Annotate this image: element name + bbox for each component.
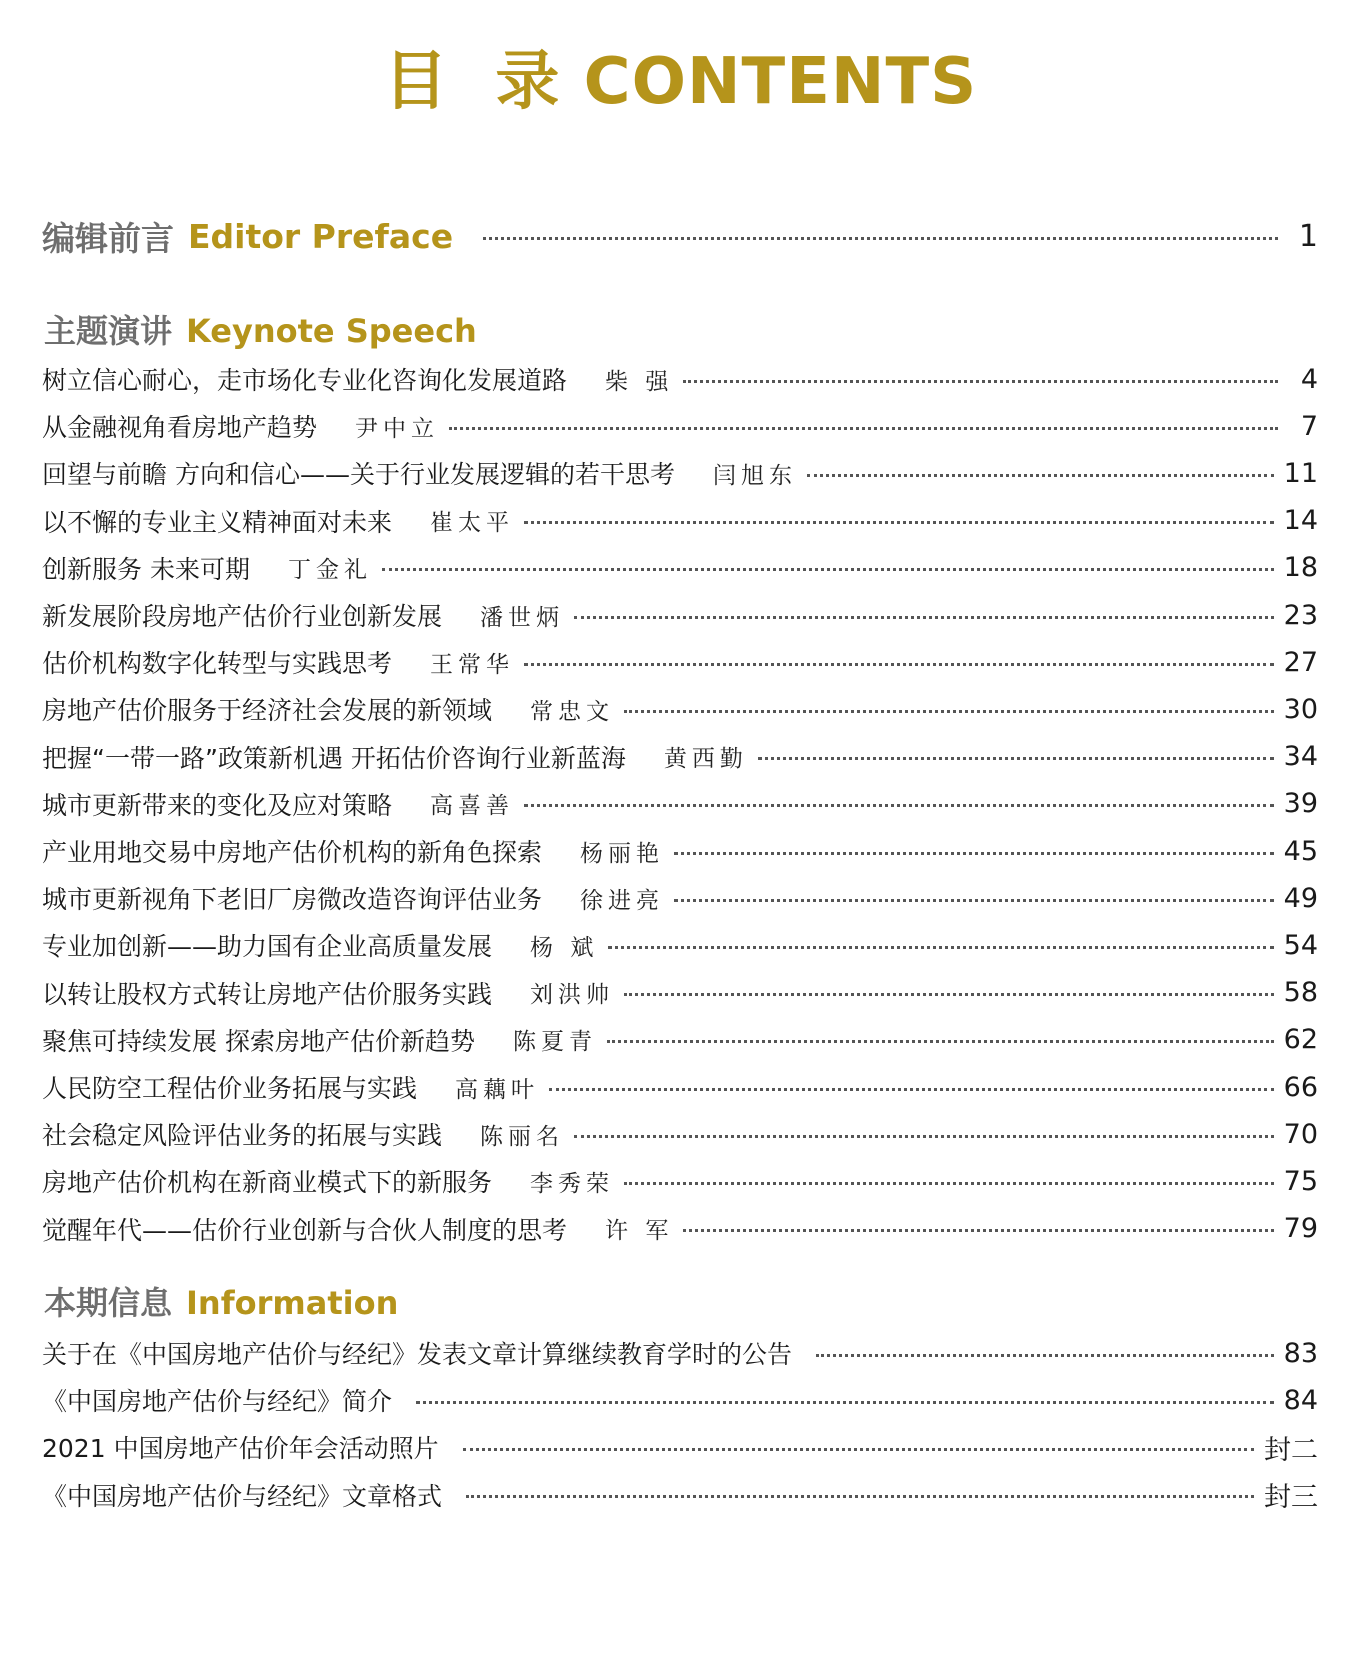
page-number: 49 (1283, 882, 1318, 914)
section-en-label: Keynote Speech (186, 312, 477, 350)
leader-dots (758, 757, 1274, 760)
entry-author: 王常华 (430, 651, 515, 678)
toc-entry[interactable] (42, 1018, 1318, 1062)
toc-entry[interactable] (42, 1425, 1318, 1469)
page-number: 62 (1283, 1024, 1318, 1056)
entry-author: 徐进亮 (580, 887, 665, 914)
toc-entry[interactable] (42, 640, 1318, 684)
leader-dots (607, 1040, 1274, 1043)
section-heading-information (44, 1278, 398, 1328)
page-number: 11 (1283, 457, 1318, 489)
toc-entry-editor-preface[interactable] (42, 214, 1318, 258)
toc-entry[interactable] (42, 593, 1318, 637)
page-number: 79 (1283, 1213, 1318, 1245)
leader-dots (624, 710, 1274, 713)
leader-dots (624, 1182, 1274, 1185)
entry-title: 把握“一带一路”政策新机遇 开拓估价咨询行业新蓝海 (42, 743, 626, 773)
page-number: 54 (1283, 929, 1318, 961)
entry-title: 产业用地交易中房地产估价机构的新角色探索 (42, 838, 543, 867)
page-number: 23 (1283, 599, 1318, 631)
leader-dots (674, 852, 1274, 855)
page-number: 39 (1283, 788, 1318, 820)
entry-author: 陈夏青 (512, 1029, 597, 1056)
entry-author: 许 军 (605, 1218, 674, 1245)
leader-dots (524, 521, 1274, 524)
page-number: 14 (1283, 505, 1318, 537)
entry-author: 黄西勤 (663, 746, 748, 773)
entry-title: 新发展阶段房地产估价行业创新发展 (42, 602, 443, 631)
entry-author: 闫旭东 (712, 462, 797, 489)
leader-dots (683, 1229, 1273, 1232)
toc-entry[interactable] (42, 1207, 1318, 1251)
leader-dots (608, 946, 1273, 949)
section-zh-label: 本期信息 (44, 1284, 173, 1322)
entry-title: 城市更新带来的变化及应对策略 (42, 790, 393, 820)
leader-dots (524, 663, 1274, 666)
entry-title: 以不懈的专业主义精神面对未来 (42, 507, 393, 537)
entry-author: 李秀荣 (530, 1170, 615, 1197)
entry-author: 潘世炳 (480, 604, 565, 631)
page-number: 1 (1298, 218, 1318, 254)
page-number: 4 (1300, 363, 1318, 395)
leader-dots (624, 993, 1274, 996)
leader-dots (683, 380, 1278, 383)
entry-title: 创新服务 未来可期 (42, 554, 250, 584)
leader-dots (483, 237, 1278, 240)
page-number: 83 (1283, 1337, 1318, 1369)
leader-dots (524, 804, 1274, 807)
entry-author: 柴 强 (605, 368, 674, 395)
entry-title: 房地产估价服务于经济社会发展的新领域 (42, 696, 493, 726)
entry-author: 杨丽艳 (580, 840, 665, 867)
entry-title: 人民防空工程估价业务拓展与实践 (42, 1074, 418, 1103)
toc-entry[interactable] (42, 357, 1318, 401)
toc-entry[interactable] (42, 829, 1318, 873)
leader-dots (549, 1088, 1274, 1091)
toc-entry[interactable] (42, 1331, 1318, 1375)
toc-entry[interactable] (42, 404, 1318, 448)
entry-title: 聚焦可持续发展 探索房地产估价新趋势 (42, 1026, 475, 1056)
page-title: 目 录 CONTENTS (383, 45, 978, 119)
entry-title: 觉醒年代——估价行业创新与合伙人制度的思考 (42, 1215, 568, 1245)
entry-title: 专业加创新——助力国有企业高质量发展 (42, 932, 493, 962)
page-number: 70 (1283, 1118, 1318, 1150)
entry-author: 尹中立 (355, 415, 440, 442)
section-heading-keynote (44, 306, 477, 356)
leader-dots (574, 1135, 1274, 1138)
entry-author: 杨 斌 (530, 934, 599, 961)
page-number: 30 (1283, 693, 1318, 725)
toc-entry[interactable] (42, 546, 1318, 590)
entry-title: 回望与前瞻 方向和信心——关于行业发展逻辑的若干思考 (42, 460, 675, 490)
entry-author: 高藕叶 (455, 1076, 540, 1103)
entry-author: 常忠文 (530, 698, 615, 725)
preface-zh-label: 编辑前言 (42, 218, 174, 258)
leader-dots (807, 474, 1274, 477)
page-number: 封二 (1264, 1434, 1318, 1466)
entry-title: 估价机构数字化转型与实践思考 (42, 649, 393, 679)
leader-dots (574, 616, 1274, 619)
entry-title: 树立信心耐心，走市场化专业化咨询化发展道路 (42, 366, 568, 395)
entry-title: 社会稳定风险评估业务的拓展与实践 (42, 1121, 443, 1151)
toc-entry[interactable] (42, 876, 1318, 920)
page-number: 34 (1283, 741, 1318, 773)
page-number: 84 (1283, 1384, 1318, 1416)
toc-entry[interactable] (42, 735, 1318, 779)
toc-entry[interactable] (42, 782, 1318, 826)
toc-entry[interactable] (42, 1378, 1318, 1422)
leader-dots (466, 1495, 1254, 1498)
toc-entry[interactable] (42, 1065, 1318, 1109)
entry-author: 陈丽名 (480, 1123, 565, 1150)
entry-title: 《中国房地产估价与经纪》文章格式 (42, 1481, 443, 1511)
page-number: 7 (1300, 410, 1318, 442)
leader-dots (463, 1448, 1254, 1451)
page-number: 封三 (1264, 1482, 1318, 1514)
entry-title: 房地产估价机构在新商业模式下的新服务 (42, 1168, 493, 1198)
toc-entry[interactable] (42, 687, 1318, 731)
toc-entry[interactable] (42, 499, 1318, 543)
entry-title: 《中国房地产估价与经纪》简介 (42, 1387, 393, 1417)
page-number: 75 (1283, 1165, 1318, 1197)
page-number: 58 (1283, 977, 1318, 1009)
entry-title: 城市更新视角下老旧厂房微改造咨询评估业务 (42, 885, 543, 915)
entry-title: 从金融视角看房地产趋势 (42, 413, 318, 443)
entry-author: 丁金礼 (287, 557, 372, 584)
leader-dots (382, 568, 1274, 571)
leader-dots (449, 427, 1278, 430)
page-number: 27 (1283, 646, 1318, 678)
section-en-label: Information (186, 1284, 399, 1322)
preface-en-label: Editor Preface (188, 216, 454, 256)
entry-author: 崔太平 (430, 510, 515, 537)
toc-entry[interactable] (42, 451, 1318, 495)
leader-dots (674, 899, 1274, 902)
toc-entry[interactable] (42, 1473, 1318, 1517)
leader-dots (816, 1354, 1274, 1357)
entry-title: 以转让股权方式转让房地产估价服务实践 (42, 979, 493, 1009)
page-number: 18 (1283, 552, 1318, 584)
entry-title: 2021 中国房地产估价年会活动照片 (42, 1434, 439, 1464)
leader-dots (416, 1401, 1274, 1404)
entry-title: 关于在《中国房地产估价与经纪》发表文章计算继续教育学时的公告 (42, 1340, 793, 1369)
toc-entry[interactable] (42, 923, 1318, 967)
toc-entry[interactable] (42, 1112, 1318, 1156)
entry-author: 刘洪帅 (530, 982, 615, 1009)
page-number: 45 (1283, 835, 1318, 867)
toc-entry[interactable] (42, 1159, 1318, 1203)
section-zh-label: 主题演讲 (44, 312, 173, 350)
entry-author: 高喜善 (430, 793, 515, 820)
toc-entry[interactable] (42, 971, 1318, 1015)
page-number: 66 (1283, 1071, 1318, 1103)
